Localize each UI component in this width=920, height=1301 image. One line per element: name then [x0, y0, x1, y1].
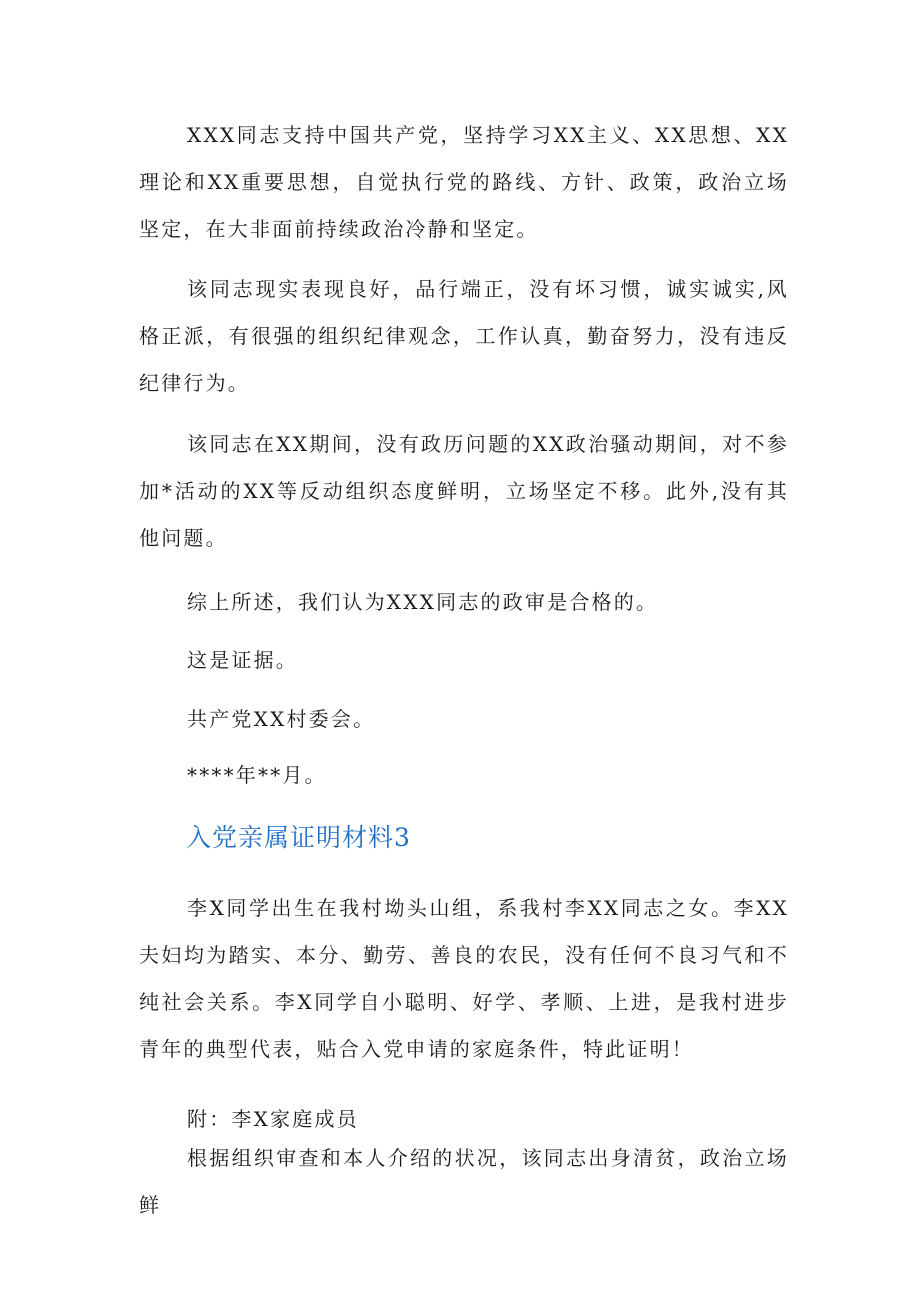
paragraph-attachment: 附：李X家庭成员 — [187, 1107, 359, 1131]
section-heading: 入党亲属证明材料3 — [186, 823, 411, 852]
paragraph-conclusion: 综上所述，我们认为XXX同志的政审是合格的。 — [187, 590, 659, 614]
paragraph-conduct: 该同志现实表现良好，品行端正，没有坏习惯，诚实诚实,风格正派，有很强的组织纪律观念，工作认真，勤奋努力，没有违反纪律行为。 — [139, 277, 789, 395]
paragraph-family-proof: 李X同学出生在我村坳头山组，系我村李XX同志之女。李XX夫妇均为踏实、本分、勤劳、善良的农民，没有任何不良习气和不纯社会关系。李X同学自小聪明、好学、孝顺、上进，是我村进步青年的典型代表，贴合入党申请的家庭条件，特此证明！ — [139, 896, 789, 1061]
signature-committee: 共产党XX村委会。 — [187, 707, 376, 731]
paragraph-evidence: 这是证据。 — [187, 648, 298, 672]
paragraph-political-stance: XXX同志支持中国共产党，坚持学习XX主义、XX思想、XX理论和XX重要思想，自觉执行党的路线、方针、政策，政治立场坚定，在大非面前持续政治冷静和坚定。 — [139, 123, 789, 241]
signature-date: ****年**月。 — [187, 763, 327, 787]
paragraph-history: 该同志在XX期间，没有政历问题的XX政治骚动期间，对不参加*活动的XX等反动组织态度鲜明，立场坚定不移。此外,没有其他问题。 — [139, 432, 789, 550]
paragraph-review: 根据组织审查和本人介绍的状况，该同志出身清贫，政治立场鲜 — [139, 1146, 789, 1217]
